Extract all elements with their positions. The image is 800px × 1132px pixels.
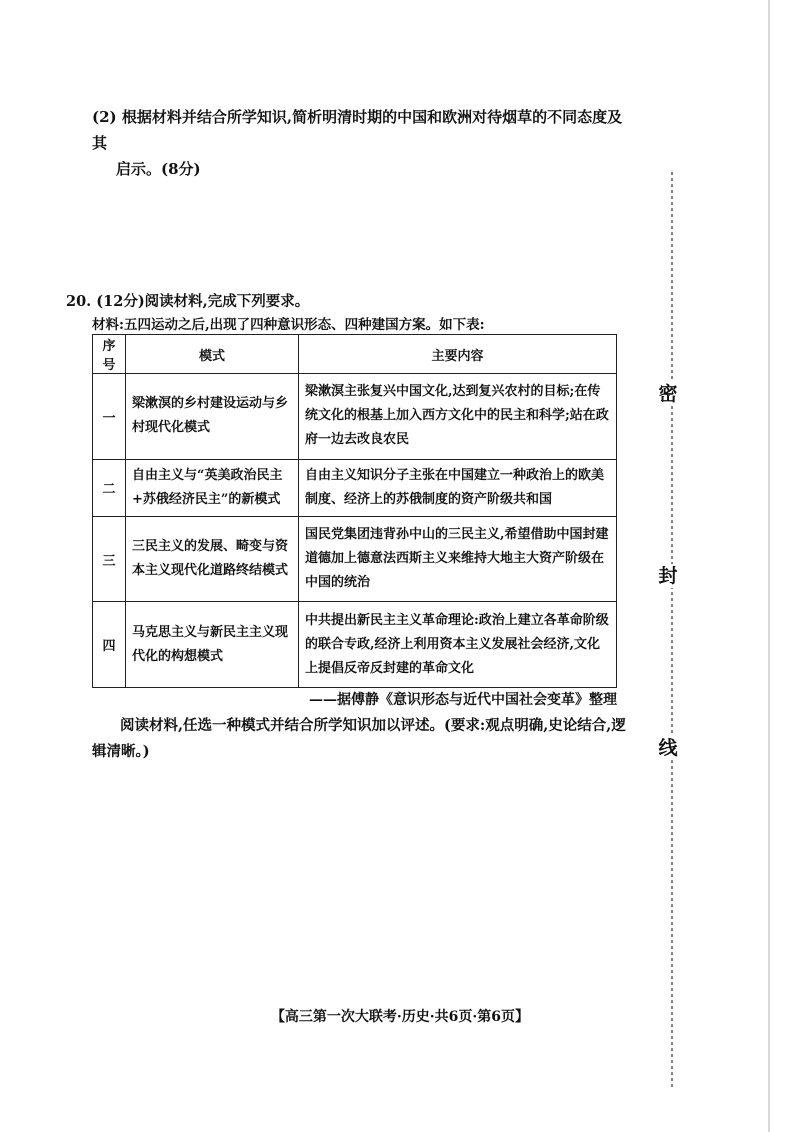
row-mode: 马克思主义与新民主主义现代化的构想模式 xyxy=(126,602,299,688)
material-intro: 材料:五四运动之后,出现了四种意识形态、四种建国方案。如下表: xyxy=(92,317,485,333)
header-mode: 模式 xyxy=(126,335,299,374)
question-20-header: 20. (12分)阅读材料,完成下列要求。 xyxy=(66,293,310,310)
table-header-row xyxy=(93,335,617,374)
table-row xyxy=(93,602,617,688)
table-row xyxy=(93,459,617,516)
header-num: 序号 xyxy=(93,335,126,374)
header-content: 主要内容 xyxy=(299,335,617,374)
instruction-text: 阅读材料,任选一种模式并结合所学知识加以评述。(要求:观点明确,史论结合,逻辑清晰。) xyxy=(92,717,626,760)
row-content: 国民党集团违背孙中山的三民主义,希望借助中国封建道德加上德意法西斯主义来维持大地主大资产阶级在中国的统治 xyxy=(299,516,617,602)
row-num: 二 xyxy=(93,459,126,516)
row-mode: 自由主义与“英美政治民主+苏俄经济民主”的新模式 xyxy=(126,459,299,516)
question-2-line-2: 启示。(8分) xyxy=(116,160,201,178)
table-row xyxy=(93,374,617,460)
row-num: 四 xyxy=(93,602,126,688)
question-2 xyxy=(92,104,632,182)
binding-line xyxy=(667,172,677,1090)
binding-char-xian: 线 xyxy=(656,736,680,760)
source-citation: ——据傅静《意识形态与近代中国社会变革》整理 xyxy=(309,692,617,708)
row-content: 梁漱溟主张复兴中国文化,达到复兴农村的目标;在传统文化的根基上加入西方文化中的民主和科学;站在政府一边去改良农民 xyxy=(299,374,617,460)
row-content: 自由主义知识分子主张在中国建立一种政治上的欧美制度、经济上的苏俄制度的资产阶级共和国 xyxy=(299,459,617,516)
binding-dash-line xyxy=(667,172,677,1090)
table-row xyxy=(93,516,617,602)
page-footer: 【高三第一次大联考·历史·共6页·第6页】 xyxy=(270,1009,530,1025)
row-num: 一 xyxy=(93,374,126,460)
row-num: 三 xyxy=(93,516,126,602)
binding-char-mi: 密 xyxy=(656,382,680,406)
question-2-line-1: (2) 根据材料并结合所学知识,简析明清时期的中国和欧洲对待烟草的不同态度及其 xyxy=(92,108,623,152)
binding-char-feng: 封 xyxy=(656,564,680,588)
models-table xyxy=(92,334,617,688)
row-mode: 三民主义的发展、畸变与资本主义现代化道路终结模式 xyxy=(126,516,299,602)
page-edge xyxy=(768,0,770,1132)
row-content: 中共提出新民主主义革命理论:政治上建立各革命阶级的联合专政,经济上利用资本主义发展社会经济,文化上提倡反帝反封建的革命文化 xyxy=(299,602,617,688)
row-mode: 梁漱溟的乡村建设运动与乡村现代化模式 xyxy=(126,374,299,460)
